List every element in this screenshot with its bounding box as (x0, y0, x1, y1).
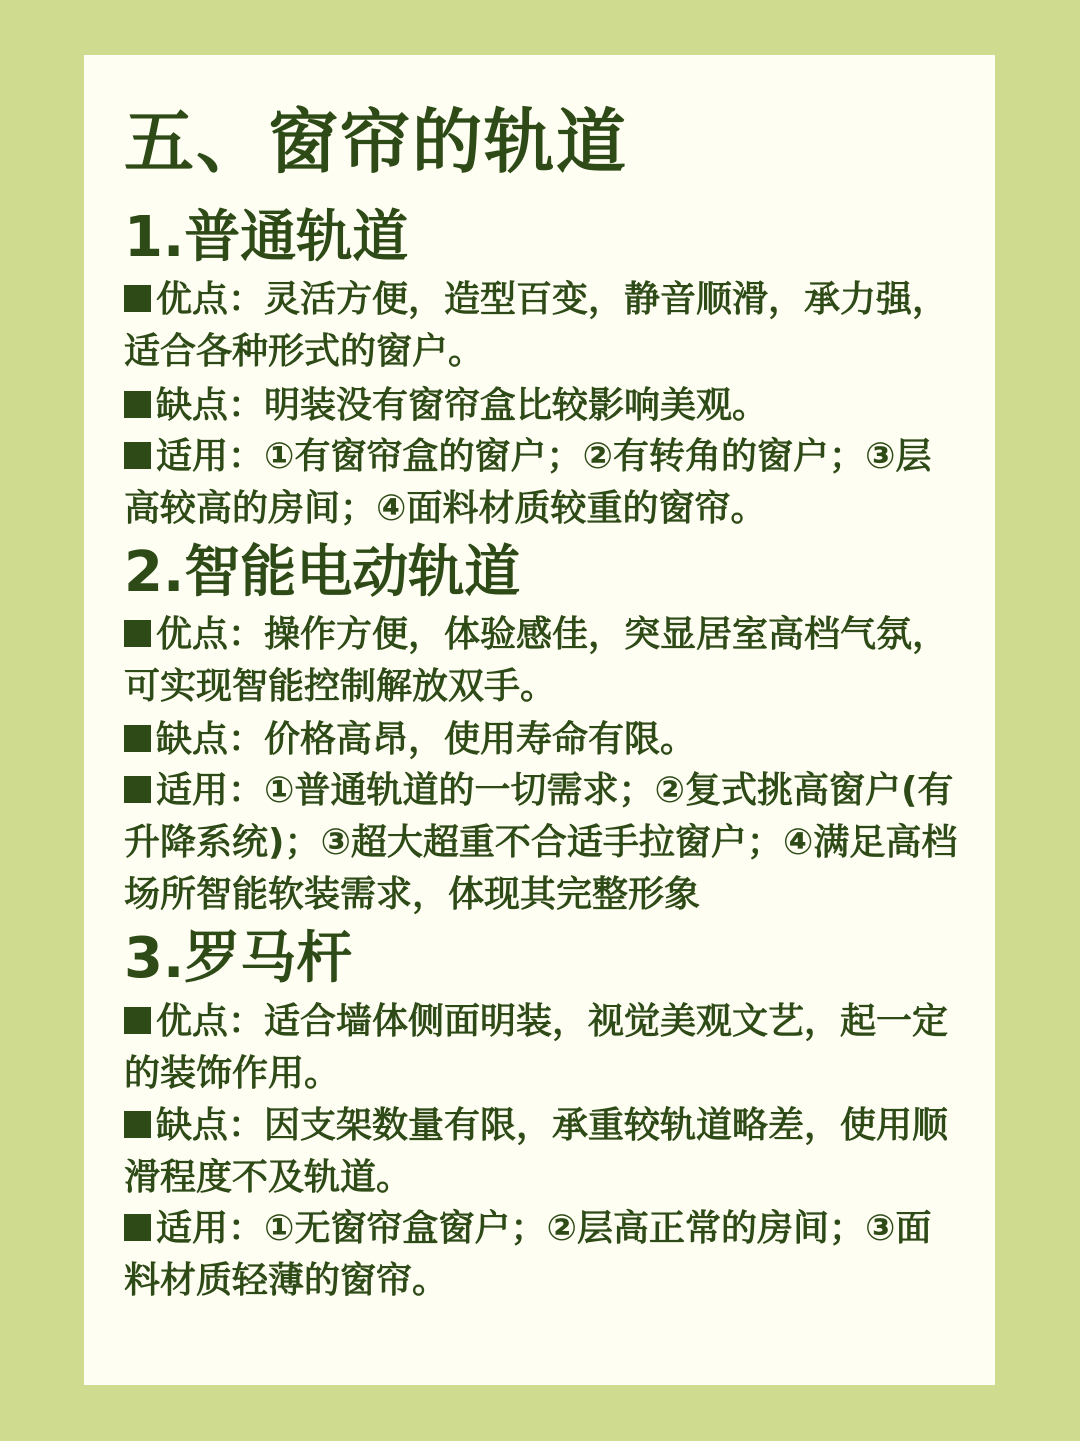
cons-paragraph: 缺点：明装没有窗帘盒比较影响美观。 (124, 380, 964, 432)
bullet-square-icon (124, 776, 151, 803)
pros-paragraph: 优点：灵活方便，造型百变，静音顺滑，承力强，适合各种形式的窗户。 (124, 279, 949, 372)
section-heading-standard-track: 1.普通轨道 (124, 205, 409, 270)
usage-paragraph: 适用：①普通轨道的一切需求；②复式挑高窗户(有升降系统)；③超大超重不合适手拉窗户；④满足高档场所智能软装需求，体现其完整形象 (124, 770, 958, 915)
cons-paragraph: 缺点：因支架数量有限，承重较轨道略差，使用顺滑程度不及轨道。 (124, 1105, 949, 1198)
bullet-square-icon (124, 725, 151, 752)
bullet-square-icon (124, 1111, 151, 1138)
usage-paragraph: 适用：①有窗帘盒的窗户；②有转角的窗户；③层高较高的房间；④面料材质较重的窗帘。 (124, 436, 932, 529)
pros-paragraph: 优点：操作方便，体验感佳，突显居室高档气氛，可实现智能控制解放双手。 (124, 614, 949, 707)
bullet-square-icon (124, 391, 151, 418)
cons-paragraph: 缺点：价格高昂，使用寿命有限。 (124, 714, 964, 766)
pros-paragraph: 优点：适合墙体侧面明装，视觉美观文艺，起一定的装饰作用。 (124, 1001, 949, 1094)
bullet-square-icon (124, 1214, 151, 1241)
usage-paragraph: 适用：①无窗帘盒窗户；②层高正常的房间；③面料材质轻薄的窗帘。 (124, 1208, 932, 1301)
bullet-square-icon (124, 620, 151, 647)
bullet-square-icon (124, 285, 151, 312)
bullet-square-icon (124, 442, 151, 469)
page-title: 五、窗帘的轨道 (124, 101, 628, 183)
bullet-square-icon (124, 1007, 151, 1034)
section-heading-roman-rod: 3.罗马杆 (124, 926, 353, 991)
section-heading-smart-electric-track: 2.智能电动轨道 (124, 540, 521, 605)
